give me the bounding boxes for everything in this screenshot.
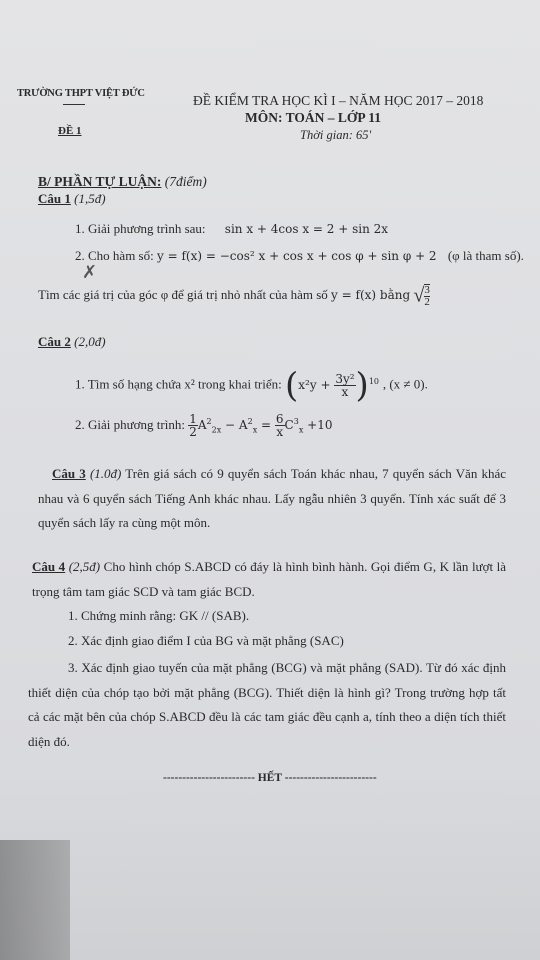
q4-points: (2,5đ) (68, 559, 101, 574)
q4-intro-text: Cho hình chóp S.ABCD có đáy là hình bình hành. Gọi điểm G, K lần lượt là trọng tâm tam giác SCD và tam giác BCD. (32, 559, 507, 599)
q2-item1-text: 1. Tìm số hạng chứa x² trong khai triển: (75, 376, 282, 392)
q1-item2-eq2: y = f(x) bằng (331, 287, 411, 302)
table-corner-shadow (0, 840, 70, 960)
q1-heading (38, 191, 106, 207)
end-marker: ------------------------ HẾT ------------------------ (163, 772, 377, 784)
q2-item2 (75, 413, 332, 438)
q4-label: Câu 4 (32, 559, 66, 574)
q1-label: Câu 1 (38, 191, 71, 206)
sqrt-numerator: 3 (424, 284, 430, 296)
q2-item2-equation: $\frac{1}{2}$ $A^2_{2x} - A^2_x$ = $\frac{6}{x}$ $C^3_x +10$ (189, 412, 333, 439)
q1-item1-text: 1. Giải phương trình sau: (75, 221, 206, 236)
q2-item1-cond: , (x ≠ 0). (382, 376, 428, 392)
school-name: TRƯỜNG THPT VIỆT ĐỨC (17, 88, 145, 99)
handwritten-mark: ✗ (82, 262, 98, 282)
exam-subject: MÔN: TOÁN – LỚP 11 (245, 110, 382, 125)
exam-code: ĐỀ 1 (58, 125, 82, 137)
q4-intro (32, 555, 506, 604)
q1-item2-cont-text: Tìm các giá trị của góc φ để giá trị nhỏ nhất của hàm số (38, 286, 328, 302)
q2-item2-eq-tail: +10 (307, 418, 333, 432)
sqrt-denominator: 2 (424, 296, 430, 308)
q4-item3: 3. Xác định giao tuyến của mặt phẳng (BCG) và mặt phẳng (SAD). Từ đó xác định thiết diện của chóp tạo bởi mặt phẳng (BCG). Thiết diện là hình gì? Trong trường hợp tất cả các mặt bên của chóp S.ABCD đều là các tam giác đều cạnh a, tính theo a diện tích thiết diện đó. (28, 660, 506, 749)
q3-block (38, 462, 506, 536)
part-b-label: B/ PHẦN TỰ LUẬN: (38, 174, 162, 189)
q3-label: Câu 3 (52, 466, 86, 481)
q2-heading (38, 334, 106, 350)
q4-item2: 2. Xác định giao điểm I của BG và mặt phẳng (SAC) (68, 633, 344, 648)
q1-item1 (75, 221, 388, 237)
sqrt-fraction (424, 284, 430, 308)
q3-points: (1.0đ) (89, 466, 122, 481)
q1-item2-cont (38, 284, 430, 308)
q3-text: Trên giá sách có 9 quyển sách Toán khác nhau, 7 quyển sách Văn khác nhau và 6 quyển sách Tiếng Anh khác nhau. Lấy ngẫu nhiên 3 quyển. Tính xác suất để 3 quyển sách lấy ra cùng một môn. (38, 466, 507, 530)
part-b-heading (38, 174, 207, 190)
q1-item2 (75, 248, 524, 264)
q4-item1: 1. Chứng minh rằng: GK // (SAB). (68, 608, 250, 623)
part-b-points: (7điểm) (164, 174, 207, 189)
exam-time: Thời gian: 65' (300, 128, 372, 142)
q2-expansion: (x²y + $\frac{\text{3y²}}{x}$ )$^{10}$ (285, 365, 379, 405)
school-underline (63, 104, 85, 105)
q1-points: (1,5đ) (74, 191, 106, 206)
exam-title: ĐỀ KIỂM TRA HỌC KÌ I – NĂM HỌC 2017 – 2018 (193, 93, 484, 108)
q2-item1 (75, 365, 428, 405)
q1-item2-note: (φ là tham số). (447, 248, 524, 263)
q1-item2-text: 2. Cho hàm số: (75, 248, 154, 263)
q1-item2-equation: y = f(x) = −cos² x + cos x + cos φ + sin φ + 2 (156, 249, 437, 263)
q1-item1-equation: sin x + 4cos x = 2 + sin 2x (224, 222, 389, 236)
sqrt-sign: √ (413, 284, 425, 307)
q2-label: Câu 2 (38, 334, 71, 349)
q2-item2-text: 2. Giải phương trình: (75, 417, 185, 432)
q2-points: (2,0đ) (74, 334, 106, 349)
